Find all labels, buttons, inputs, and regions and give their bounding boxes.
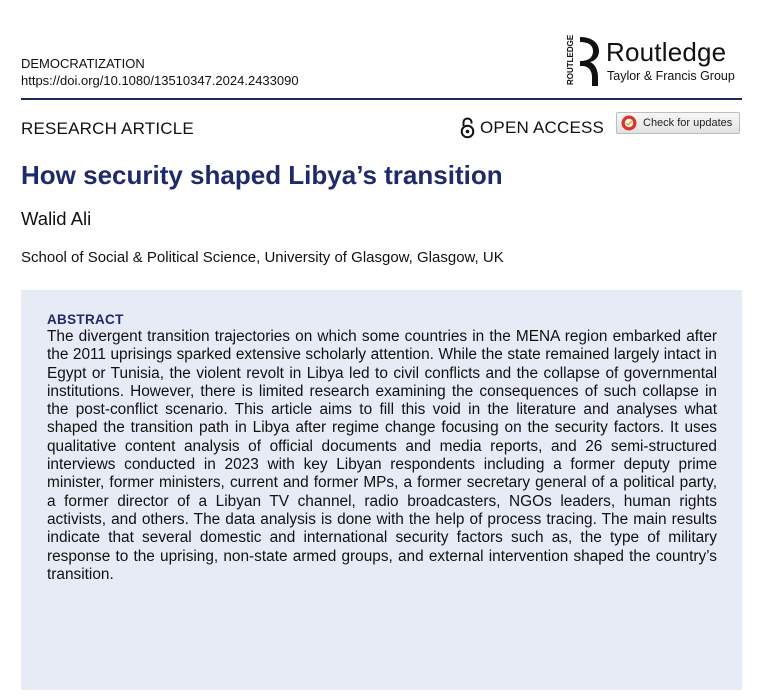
abstract-text: The divergent transition trajectories on which some countries in the MENA region embarked after the 2011 uprisings sparked extensive scholarly attention. While the state remained largely intact in Egypt or Tunisia, the violent revolt in Libya led to civil conflicts and the collapse of governmental institutions. However, there is limited research examining the consequences of such collapse in the post-conflict scenario. This article aims to fill this void in the literature and analyses what shaped the transition path in Libya after regime change focusing on the security factors. It uses qualitative content analysis of official documents and media reports, and 26 semi-structured interviews conducted in 2023 with key Libyan respondents including a former deputy prime minister, former ministers, current and former MPs, a former secretary general of a political party, a former director of a Libyan TV channel, radio broadcasters, NGOs leaders, human rights activists, and others. The data analysis is done with the help of process tracing. The main results indicate that several domestic and international security factors such as, the type of military response to the uprising, non-state armed groups, and external intervention shaped the country’s transition. — [47, 328, 717, 583]
article-title: How security shaped Libya’s transition — [21, 160, 503, 190]
header-divider — [21, 98, 742, 100]
open-access-badge — [460, 116, 604, 140]
publisher-logo[interactable] — [562, 33, 752, 89]
open-access-label: OPEN ACCESS — [480, 118, 605, 137]
abstract-heading: ABSTRACT — [47, 312, 124, 327]
logo-mark-text: ROUTLEDGE — [566, 34, 575, 85]
publisher-name: Routledge — [606, 37, 727, 67]
publisher-group: Taylor & Francis Group — [607, 69, 735, 83]
crossmark-icon — [621, 115, 637, 131]
article-type: RESEARCH ARTICLE — [21, 119, 194, 138]
author-name[interactable]: Walid Ali — [21, 208, 92, 229]
author-affiliation: School of Social & Political Science, University of Glasgow, Glasgow, UK — [21, 249, 504, 266]
abstract-box — [21, 290, 742, 690]
routledge-logo-icon — [562, 33, 602, 89]
check-for-updates-button[interactable] — [616, 112, 740, 134]
open-access-lock-icon — [460, 117, 475, 139]
journal-name: DEMOCRATIZATION — [21, 56, 145, 71]
journal-header — [21, 55, 299, 89]
doi-link[interactable]: https://doi.org/10.1080/13510347.2024.2433090 — [21, 73, 299, 88]
check-for-updates-label: Check for updates — [643, 117, 733, 129]
